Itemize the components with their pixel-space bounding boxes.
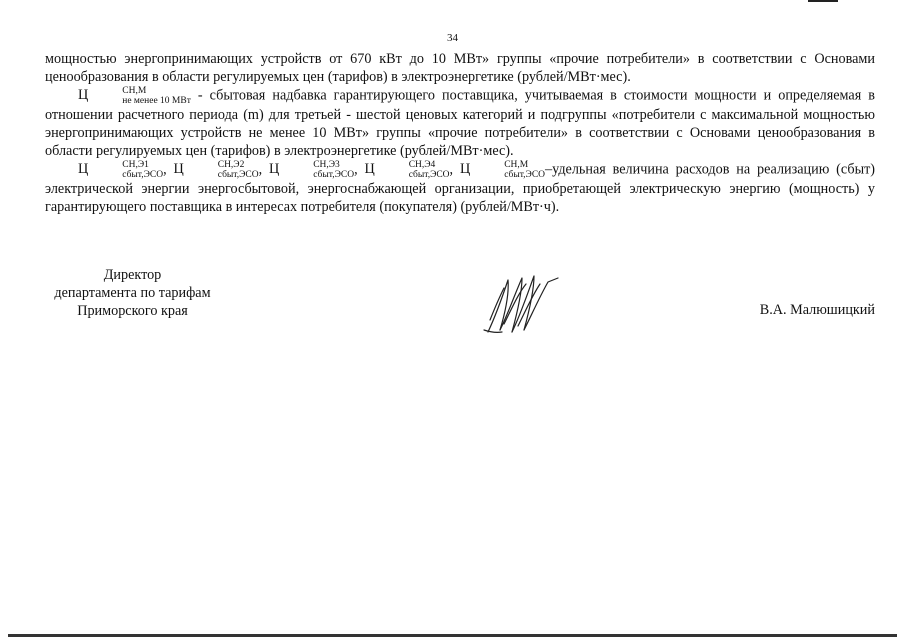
formula-symbol: Ц СН,Э1 сбыт,ЭСО <box>78 160 164 180</box>
scan-line-top <box>808 0 838 2</box>
signer-name: В.А. Малюшицкий <box>759 302 875 318</box>
formula-symbol: Ц СН,Э3 сбыт,ЭСО <box>268 160 355 180</box>
formula-symbol: Ц СН,Э4 сбыт,ЭСО <box>364 160 450 180</box>
document-body <box>45 50 875 216</box>
paragraph-2-text: - сбытовая надбавка гарантирующего поставщика, учитываемая в стоимости мощности и определяемая в отношении расчетного периода (m) для третьей - шестой ценовых категорий и подгруппы «потребители с максимальной мощностью энергопринимающих устройств не менее 10 МВт» группы «прочие потребители» в соответствии с Основами ценообразования в области регулируемых цен (тарифов) в электроэнергетике (рублей/МВт·мес). <box>45 87 875 159</box>
symbol-separator: , <box>354 161 365 178</box>
page-number: 34 <box>447 32 458 44</box>
paragraph-3-text: –удельная величина расходов на реализацию (сбыт) электрической энергии энергосбытовой, энергоснабжающей организации, приобретающей электрическую энергию (мощность) у гарантирующего поставщика в интересах потребителя (покупателя) (рублей/МВт·ч). <box>45 161 876 215</box>
symbol-separator: , <box>258 161 269 178</box>
signer-title-line-2: департамента по тарифам <box>54 285 211 301</box>
symbol-separator: , <box>163 161 174 178</box>
signer-title-line-1: Директор <box>103 267 162 283</box>
symbol-separator: , <box>449 161 460 178</box>
scan-line-bottom <box>8 634 897 637</box>
formula-symbol: Ц СН,М не менее 10 МВт <box>78 86 191 106</box>
formula-symbol-list <box>78 160 546 180</box>
formula-symbol: Ц СН,М сбыт,ЭСО <box>459 160 546 180</box>
paragraph-1: мощностью энергопринимающих устройств от 670 кВт до 10 МВт» группы «прочие потребители» в соответствии с Основами ценообразования в области регулируемых цен (тарифов) в электроэнергетике (рублей/МВт·мес). <box>45 51 875 85</box>
paragraph-2 <box>45 86 875 160</box>
paragraph-3 <box>45 160 875 216</box>
signer-title <box>45 266 220 320</box>
signer-title-line-3: Приморского края <box>77 303 188 319</box>
formula-symbol: Ц СН,Э2 сбыт,ЭСО <box>173 160 259 180</box>
handwritten-signature <box>478 270 568 340</box>
